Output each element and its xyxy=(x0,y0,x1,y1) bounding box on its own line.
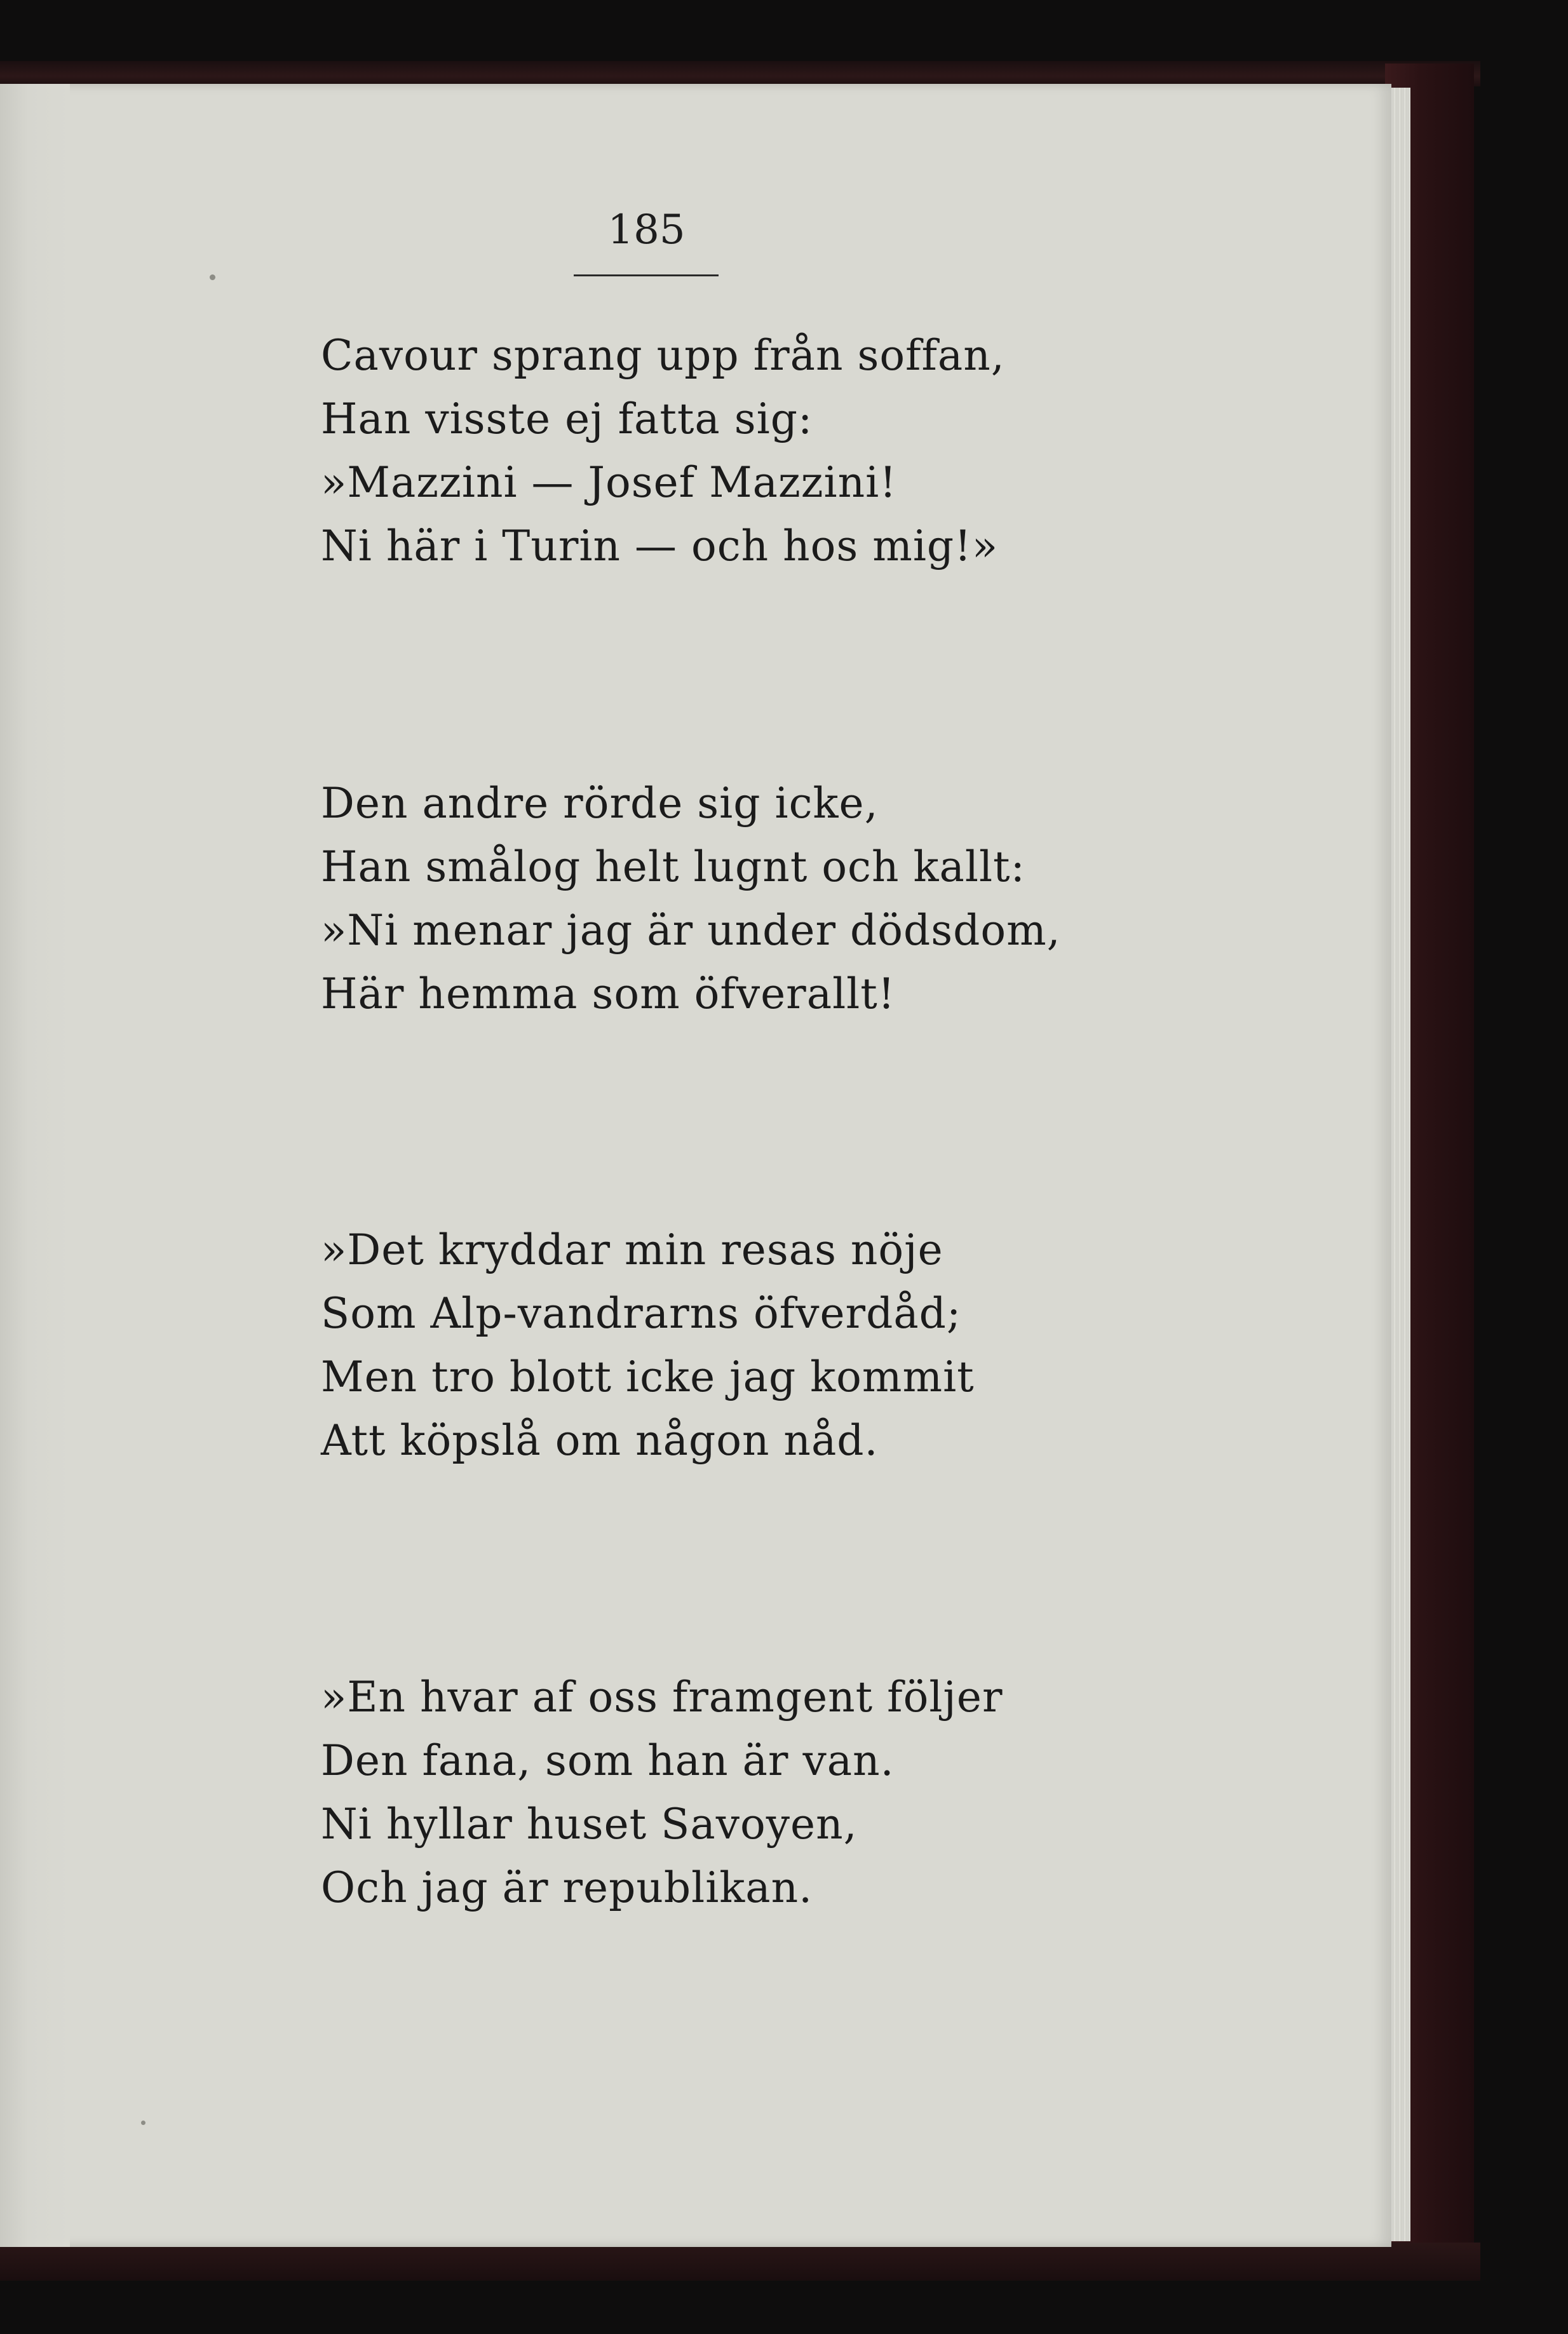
verse-line: »Ni menar jag är under dödsdom, xyxy=(321,906,1061,955)
verse-line: Men tro blott icke jag kommit xyxy=(321,1353,975,1401)
book-cover-bottom-edge xyxy=(0,2243,1480,2281)
verse-line: Han smålog helt lugnt och kallt: xyxy=(321,842,1025,891)
page-gutter xyxy=(0,84,70,2247)
book-cover-top-edge xyxy=(0,61,1480,86)
verse-line: Ni hyllar huset Savoyen, xyxy=(321,1800,858,1849)
paper-speck xyxy=(210,274,215,280)
verse-line: »Det kryddar min resas nöje xyxy=(321,1225,943,1274)
verse-line: Här hemma som öfverallt! xyxy=(321,969,896,1018)
verse-line: Ni här i Turin — och hos mig!» xyxy=(321,522,999,570)
verse-line: Den andre rörde sig icke, xyxy=(321,779,879,828)
verse-line: Cavour sprang upp från soffan, xyxy=(321,331,1005,380)
stanza-4 xyxy=(321,1666,1083,1920)
verse-line: »En hvar af oss framgent följer xyxy=(321,1673,1003,1722)
verse-line: Den fana, som han är van. xyxy=(321,1736,895,1785)
verse-line: Och jag är republikan. xyxy=(321,1863,813,1912)
stanza-3 xyxy=(321,1218,1083,1473)
verse-line: Han visste ej fatta sig: xyxy=(321,395,813,443)
verse-line: Som Alp-vandrarns öfverdåd; xyxy=(321,1289,962,1338)
stanza-1 xyxy=(321,324,1083,578)
page-number: 185 xyxy=(607,206,686,253)
page-number-rule xyxy=(574,274,719,276)
verse-line: »Mazzini — Josef Mazzini! xyxy=(321,458,897,507)
verse-line: Att köpslå om någon nåd. xyxy=(321,1416,879,1465)
stanza-2 xyxy=(321,772,1083,1026)
paper-speck xyxy=(141,2121,145,2125)
